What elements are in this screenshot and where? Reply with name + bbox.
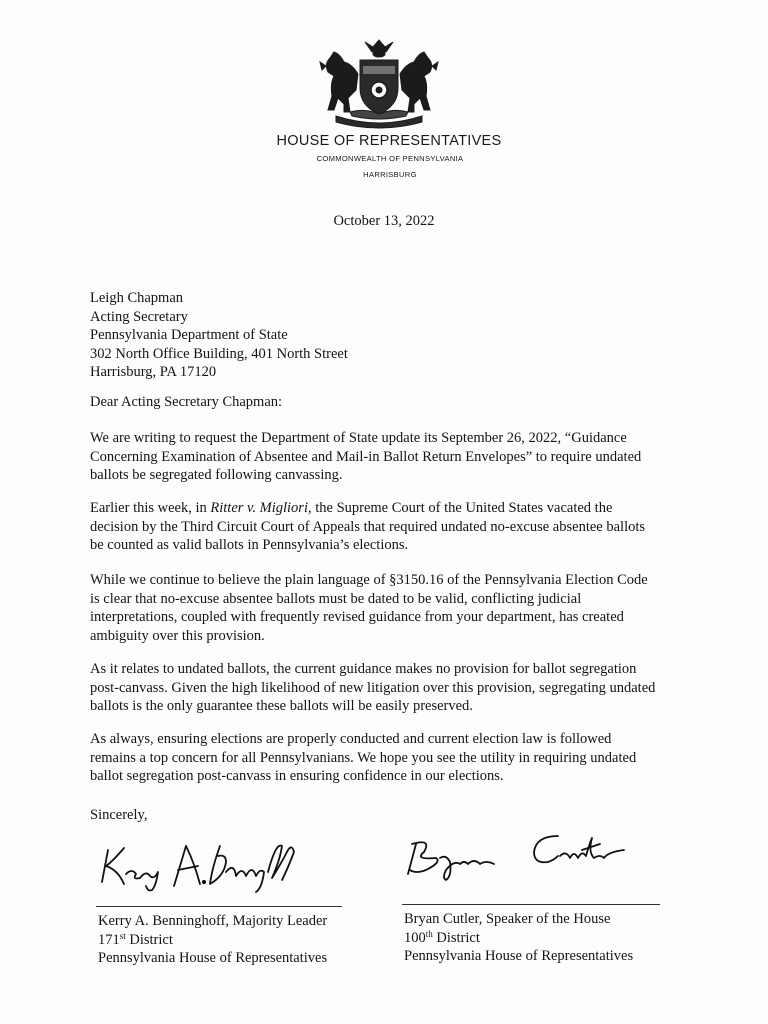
district-word: District xyxy=(432,929,480,946)
case-intro: Earlier this week, in xyxy=(90,500,211,516)
signature-line-right xyxy=(402,904,660,905)
paragraph-line: Concerning Examination of Absentee and Mail-in Ballot Return Envelopes” to require undated xyxy=(90,448,642,465)
recipient-address xyxy=(90,289,700,382)
closing: Sincerely, xyxy=(90,807,148,823)
signer-org: Pennsylvania House of Representatives xyxy=(98,950,328,966)
paragraph-line xyxy=(90,499,700,518)
signature-cutler xyxy=(402,830,628,882)
paragraph-line: is clear that no-excuse absentee ballots must be dated to be valid, conflicting judicial xyxy=(90,590,582,607)
signer-block-left xyxy=(98,912,327,968)
recipient-title: Acting Secretary xyxy=(90,308,188,325)
district-word: District xyxy=(125,931,173,948)
paragraph-confidence xyxy=(90,730,700,786)
signer-district xyxy=(404,929,633,948)
paragraph-line: interpretations, coupled with frequently revised guidance from your department, has created xyxy=(90,609,624,625)
paragraph-line: ballots is the only guarantee these ballots will be easily preserved. xyxy=(90,698,473,714)
paragraph-line: ambiguity over this provision. xyxy=(90,627,265,644)
paragraph-line: ballot segregation post-canvass in ensuring confidence in our elections. xyxy=(90,768,504,784)
signer-name-title: Kerry A. Benninghoff, Majority Leader xyxy=(98,913,328,929)
paragraph-line: post-canvass. Given the high likelihood of new litigation over this provision, segregating undated xyxy=(90,679,656,696)
recipient-name: Leigh Chapman xyxy=(90,290,184,306)
case-name: Ritter v. Migliori xyxy=(210,500,308,516)
signature-line-left xyxy=(96,906,342,907)
paragraph-line: As always, ensuring elections are properly conducted and current election law is followed xyxy=(90,731,612,747)
signer-district xyxy=(98,931,327,950)
signature-benninghoff xyxy=(96,832,306,894)
case-outro: , the Supreme Court of the United States vacated the xyxy=(307,500,613,516)
recipient-street: 302 North Office Building, 401 North Street xyxy=(90,345,348,362)
signer-org: Pennsylvania House of Representatives xyxy=(404,948,634,964)
salutation: Dear Acting Secretary Chapman: xyxy=(90,394,283,410)
district-suffix: st xyxy=(119,930,126,941)
district-number: 171 xyxy=(98,931,120,948)
paragraph-line: decision by the Third Circuit Court of Appeals that required undated no-excuse absentee ballots xyxy=(90,518,646,535)
signer-block-right xyxy=(404,910,633,966)
paragraph-line: As it relates to undated ballots, the current guidance makes no provision for ballot segregation xyxy=(90,661,637,677)
paragraph-line: ballots be segregated following canvassing. xyxy=(90,467,343,483)
district-number: 100 xyxy=(404,929,426,946)
signer-name-title: Bryan Cutler, Speaker of the House xyxy=(404,911,611,927)
letterhead-title: HOUSE OF REPRESENTATIVES xyxy=(276,133,502,149)
paragraph-court-decision xyxy=(90,499,700,555)
paragraph-election-code xyxy=(90,571,700,645)
letter-date: October 13, 2022 xyxy=(333,213,435,229)
paragraph-line: remains a top concern for all Pennsylvanians. We hope you see the utility in requiring undated xyxy=(90,749,637,766)
paragraph-segregation xyxy=(90,660,700,716)
paragraph-request xyxy=(90,429,700,485)
letterhead-subtitle: COMMONWEALTH OF PENNSYLVANIA xyxy=(316,154,464,163)
paragraph-line: be counted as valid ballots in Pennsylvania’s elections. xyxy=(90,537,409,553)
recipient-city: Harrisburg, PA 17120 xyxy=(90,364,217,380)
letterhead-city: HARRISBURG xyxy=(363,170,417,179)
recipient-org: Pennsylvania Department of State xyxy=(90,327,288,343)
district-suffix: th xyxy=(425,928,433,939)
pennsylvania-coat-of-arms-icon xyxy=(310,38,448,130)
paragraph-line: We are writing to request the Department of State update its September 26, 2022, “Guidance xyxy=(90,430,627,446)
paragraph-line: While we continue to believe the plain language of §3150.16 of the Pennsylvania Election Code xyxy=(90,572,648,588)
